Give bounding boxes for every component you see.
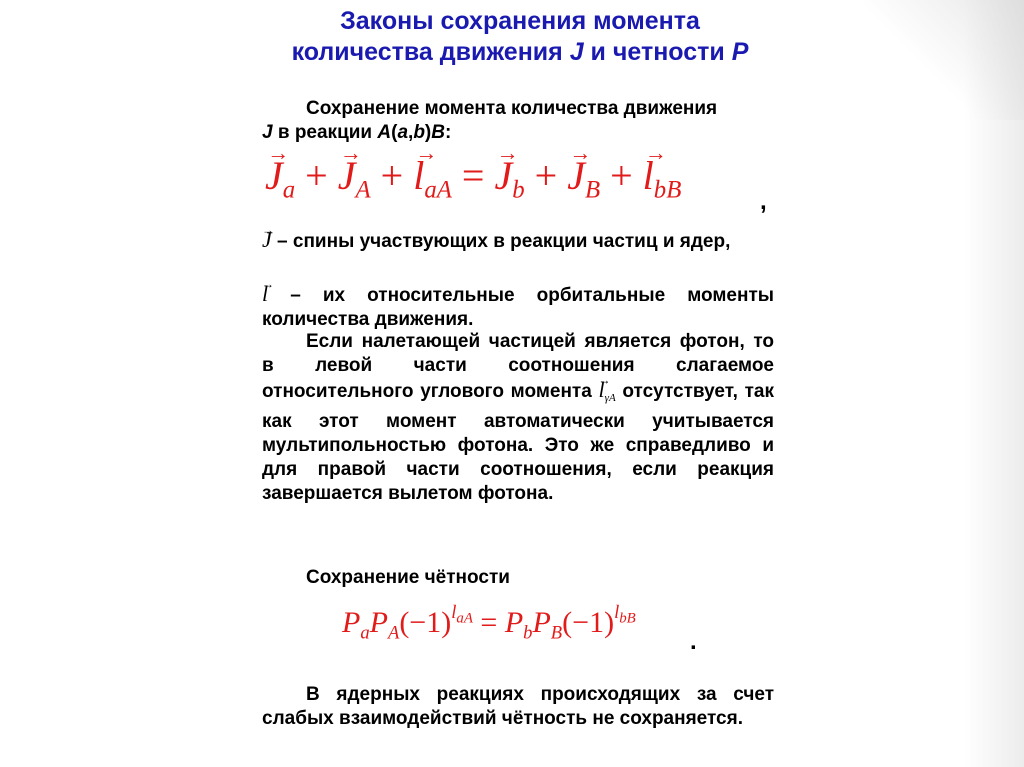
heading-line-1: Сохранение момента количества движения: [306, 98, 718, 119]
sub-b: b: [512, 176, 525, 204]
vec-j: → J: [265, 152, 283, 199]
spin-definition-text: – спины участвующих в реакции частиц и ядер,: [271, 231, 731, 252]
symbol-subscript: γA: [604, 392, 616, 404]
photon-text-1: Если налетающей частицей является фотон, то в левой части соотношения слагаемое относительного углового момента: [262, 331, 774, 402]
var-p: P: [342, 605, 361, 639]
title-var-p: P: [731, 38, 749, 66]
colon: :: [444, 122, 452, 143]
exponent: [614, 602, 636, 627]
angular-momentum-formula: [265, 152, 681, 205]
sub-b-upper: B: [584, 176, 601, 204]
var-b: b: [413, 122, 425, 143]
plus-sign: +: [534, 153, 558, 198]
sub-bb: bB: [653, 176, 682, 204]
equals-sign: =: [480, 605, 498, 639]
sub-a: a: [360, 622, 370, 644]
sub-a: a: [282, 176, 296, 204]
symbol-j: → J: [262, 228, 272, 252]
spin-definition: [262, 228, 774, 254]
exp-sub-aa: aA: [456, 610, 473, 627]
angular-momentum-heading: [262, 97, 774, 145]
equals-sign: =: [461, 153, 485, 198]
vec-j: → J: [338, 152, 356, 199]
sub-a-upper: A: [387, 622, 400, 644]
symbol-l-letter: l: [598, 377, 605, 402]
photon-text-2: отсутствует, так как этот момент автоматически учитывается мультипольностью фотона. Это же справедливо и для правой части соотношения, если реакция завершается вылетом фотона.: [262, 381, 774, 504]
vec-j: → J: [567, 152, 585, 199]
vec-l: → l: [413, 152, 424, 199]
var-p: P: [532, 605, 551, 639]
var-j: J: [262, 122, 273, 143]
plus-sign: +: [380, 153, 404, 198]
orbital-definition-text: – их относительные орбитальные моменты количества движения.: [262, 285, 774, 330]
exp-sub-bb: bB: [619, 610, 636, 627]
parity-heading: Сохранение чётности: [306, 567, 510, 588]
formula-dot: .: [690, 628, 697, 655]
exp-l: l: [451, 602, 457, 623]
parity-formula: [342, 602, 636, 644]
title-line-2: [180, 37, 860, 68]
exponent: [451, 602, 473, 627]
title-text: количества движения: [291, 38, 570, 66]
title-line-1: Законы сохранения момента: [340, 7, 700, 35]
symbol-l-gamma-a: [599, 378, 616, 410]
title-var-j: J: [569, 38, 584, 66]
minus-one: (−1): [562, 605, 615, 639]
sub-a-upper: A: [355, 176, 371, 204]
sub-b: b: [523, 622, 533, 644]
var-p: P: [504, 605, 524, 639]
comma: ,: [408, 122, 414, 143]
orbital-definition: [262, 282, 774, 332]
paren: ): [424, 122, 432, 143]
var-a: a: [397, 122, 409, 143]
text: в реакции: [272, 122, 378, 143]
photon-paragraph: [262, 330, 774, 506]
plus-sign: +: [305, 153, 328, 198]
exp-l: l: [614, 602, 620, 623]
vec-j: → J: [494, 152, 512, 199]
var-p: P: [369, 605, 388, 639]
slide-title: [180, 6, 860, 68]
var-b-upper: B: [431, 122, 445, 143]
paren: (: [391, 122, 398, 143]
vec-l: → l: [643, 152, 654, 199]
plus-sign: +: [610, 153, 633, 198]
var-a-upper: A: [377, 122, 392, 143]
sub-b-upper: B: [550, 622, 563, 644]
page-shadow-corner: [864, 0, 1024, 120]
formula-comma: ,: [760, 188, 767, 215]
symbol-l: → l: [262, 282, 268, 306]
sub-aa: aA: [424, 176, 452, 204]
weak-interaction-note: В ядерных реакциях происходящих за счет слабых взаимодействий чётность не сохраняется.: [262, 684, 774, 729]
title-text-mid: и четности: [583, 38, 732, 66]
minus-one: (−1): [399, 605, 452, 639]
